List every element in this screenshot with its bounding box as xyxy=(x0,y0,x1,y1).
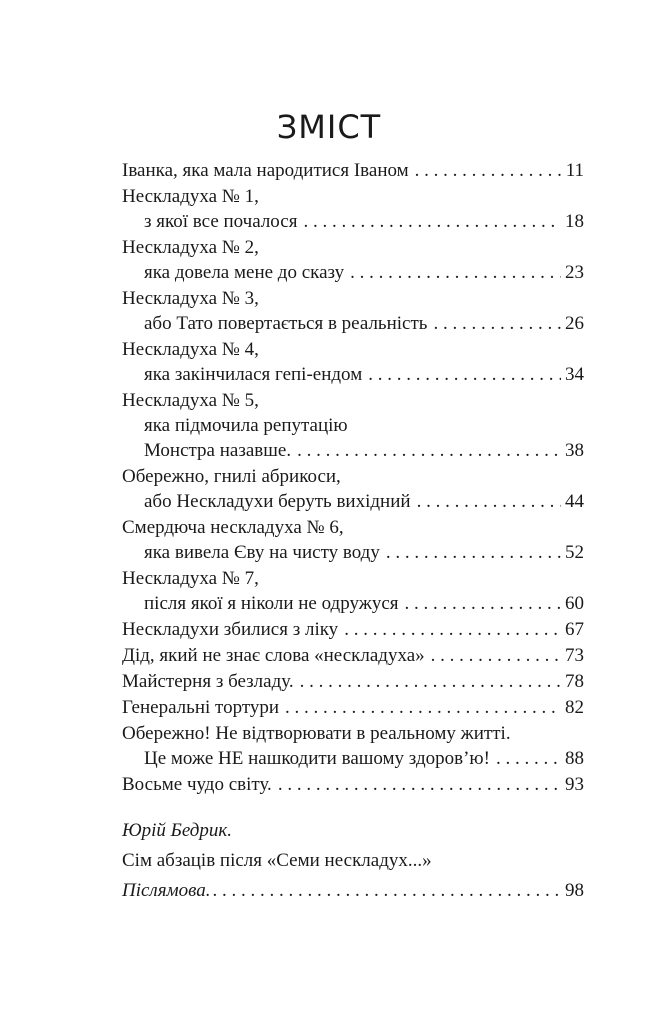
toc-entry[interactable] xyxy=(122,617,584,642)
dot-leader xyxy=(285,695,561,720)
toc-entry[interactable] xyxy=(122,235,584,285)
page-number: 60 xyxy=(565,593,584,614)
toc-entry-title: Восьме чудо світу. xyxy=(122,774,272,795)
toc-entry-line: Нескладуха № 4, xyxy=(122,339,259,360)
toc-entry-last-line xyxy=(122,260,584,285)
page-number: 93 xyxy=(565,774,584,795)
toc-entry[interactable] xyxy=(122,772,584,797)
page-number: 52 xyxy=(565,542,584,563)
toc-entry-title: яка вивела Єву на чисту воду xyxy=(144,542,380,563)
afterword-label: Післямова. xyxy=(122,880,211,901)
page-number: 18 xyxy=(565,211,584,232)
afterword-section xyxy=(122,818,584,903)
page-number: 88 xyxy=(565,748,584,769)
page-number: 98 xyxy=(565,880,584,901)
dot-leader xyxy=(433,311,561,336)
toc-entry-line: Нескладуха № 2, xyxy=(122,237,259,258)
afterword-subtitle: Сім абзаців після «Семи нескладух...» xyxy=(122,850,432,871)
page-number: 23 xyxy=(565,262,584,283)
toc-entry-title: або Нескладухи беруть вихідний xyxy=(144,491,411,512)
toc-entry-title: Майстерня з безладу. xyxy=(122,671,294,692)
toc-entry-last-line xyxy=(122,158,584,183)
toc-entry-title: Монстра назавше. xyxy=(144,440,292,461)
page-number: 11 xyxy=(565,160,584,181)
toc-entry[interactable] xyxy=(122,388,584,463)
toc-entry-line: Нескладуха № 3, xyxy=(122,288,259,309)
dot-leader xyxy=(300,669,561,694)
page-number: 26 xyxy=(565,313,584,334)
toc-entry[interactable] xyxy=(122,286,584,336)
toc-entry[interactable] xyxy=(122,566,584,616)
toc-entry-title: після якої я ніколи не одружуся xyxy=(144,593,399,614)
toc-entry[interactable] xyxy=(122,695,584,720)
toc-entry-line: Нескладуха № 5, xyxy=(122,390,259,411)
dot-leader xyxy=(344,617,561,642)
page-number: 73 xyxy=(565,645,584,666)
toc-entry-last-line xyxy=(122,438,584,463)
toc-entry-title: Нескладухи збилися з ліку xyxy=(122,619,339,640)
toc-entry-line: яка підмочила репутацію xyxy=(144,415,348,436)
toc-entry-last-line xyxy=(122,643,584,668)
toc-entry-last-line xyxy=(122,695,584,720)
toc-entry-line: Обережно, гнилі абрикоси, xyxy=(122,466,341,487)
dot-leader xyxy=(368,362,561,387)
page-number: 78 xyxy=(565,671,584,692)
toc-entry-last-line xyxy=(122,772,584,797)
page-number: 44 xyxy=(565,491,584,512)
toc-entry[interactable] xyxy=(122,669,584,694)
dot-leader xyxy=(278,772,561,797)
dot-leader xyxy=(417,489,561,514)
page-number: 38 xyxy=(565,440,584,461)
toc-entry[interactable] xyxy=(122,184,584,234)
dot-leader xyxy=(496,746,561,771)
toc-entry[interactable] xyxy=(122,158,584,183)
dot-leader xyxy=(350,260,561,285)
page-number: 82 xyxy=(565,697,584,718)
dot-leader xyxy=(297,438,561,463)
toc-entry-line: Нескладуха № 1, xyxy=(122,186,259,207)
toc-entry-line: Смердюча нескладуха № 6, xyxy=(122,517,344,538)
toc-entry-last-line xyxy=(122,617,584,642)
dot-leader xyxy=(386,540,561,565)
table-of-contents xyxy=(122,158,584,798)
toc-entry-last-line xyxy=(122,591,584,616)
toc-entry-last-line xyxy=(122,362,584,387)
toc-entry-line: Обережно! Не відтворювати в реальному житті. xyxy=(122,723,511,744)
afterword-author: Юрій Бедрик. xyxy=(122,820,233,841)
dot-leader xyxy=(303,209,561,234)
page-number: 34 xyxy=(565,364,584,385)
toc-entry-title: яка закінчилася гепі-ендом xyxy=(144,364,363,385)
toc-entry-last-line xyxy=(122,540,584,565)
toc-entry-title: Генеральні тортури xyxy=(122,697,280,718)
page-number: 67 xyxy=(565,619,584,640)
dot-leader xyxy=(405,591,561,616)
toc-entry-title: Іванка, яка мала народитися Іваном xyxy=(122,160,409,181)
toc-entry-title: або Тато повертається в реальність xyxy=(144,313,428,334)
afterword-entry[interactable] xyxy=(122,878,584,903)
dot-leader xyxy=(213,878,561,903)
toc-entry-line: Нескладуха № 7, xyxy=(122,568,259,589)
toc-entry[interactable] xyxy=(122,643,584,668)
toc-entry-last-line xyxy=(122,209,584,234)
toc-entry-title: з якої все почалося xyxy=(144,211,298,232)
dot-leader xyxy=(431,643,561,668)
toc-entry-title: Дід, який не знає слова «нескладуха» xyxy=(122,645,425,666)
toc-entry-title: Це може НЕ нашкодити вашому здоров’ю! xyxy=(144,748,490,769)
toc-entry-title: яка довела мене до сказу xyxy=(144,262,345,283)
toc-entry-last-line xyxy=(122,489,584,514)
toc-entry[interactable] xyxy=(122,337,584,387)
toc-entry[interactable] xyxy=(122,721,584,771)
toc-entry[interactable] xyxy=(122,464,584,514)
toc-entry-last-line xyxy=(122,311,584,336)
dot-leader xyxy=(415,158,562,183)
toc-entry-last-line xyxy=(122,669,584,694)
toc-entry-last-line xyxy=(122,746,584,771)
page-title: ЗМІСТ xyxy=(276,108,382,146)
toc-entry[interactable] xyxy=(122,515,584,565)
